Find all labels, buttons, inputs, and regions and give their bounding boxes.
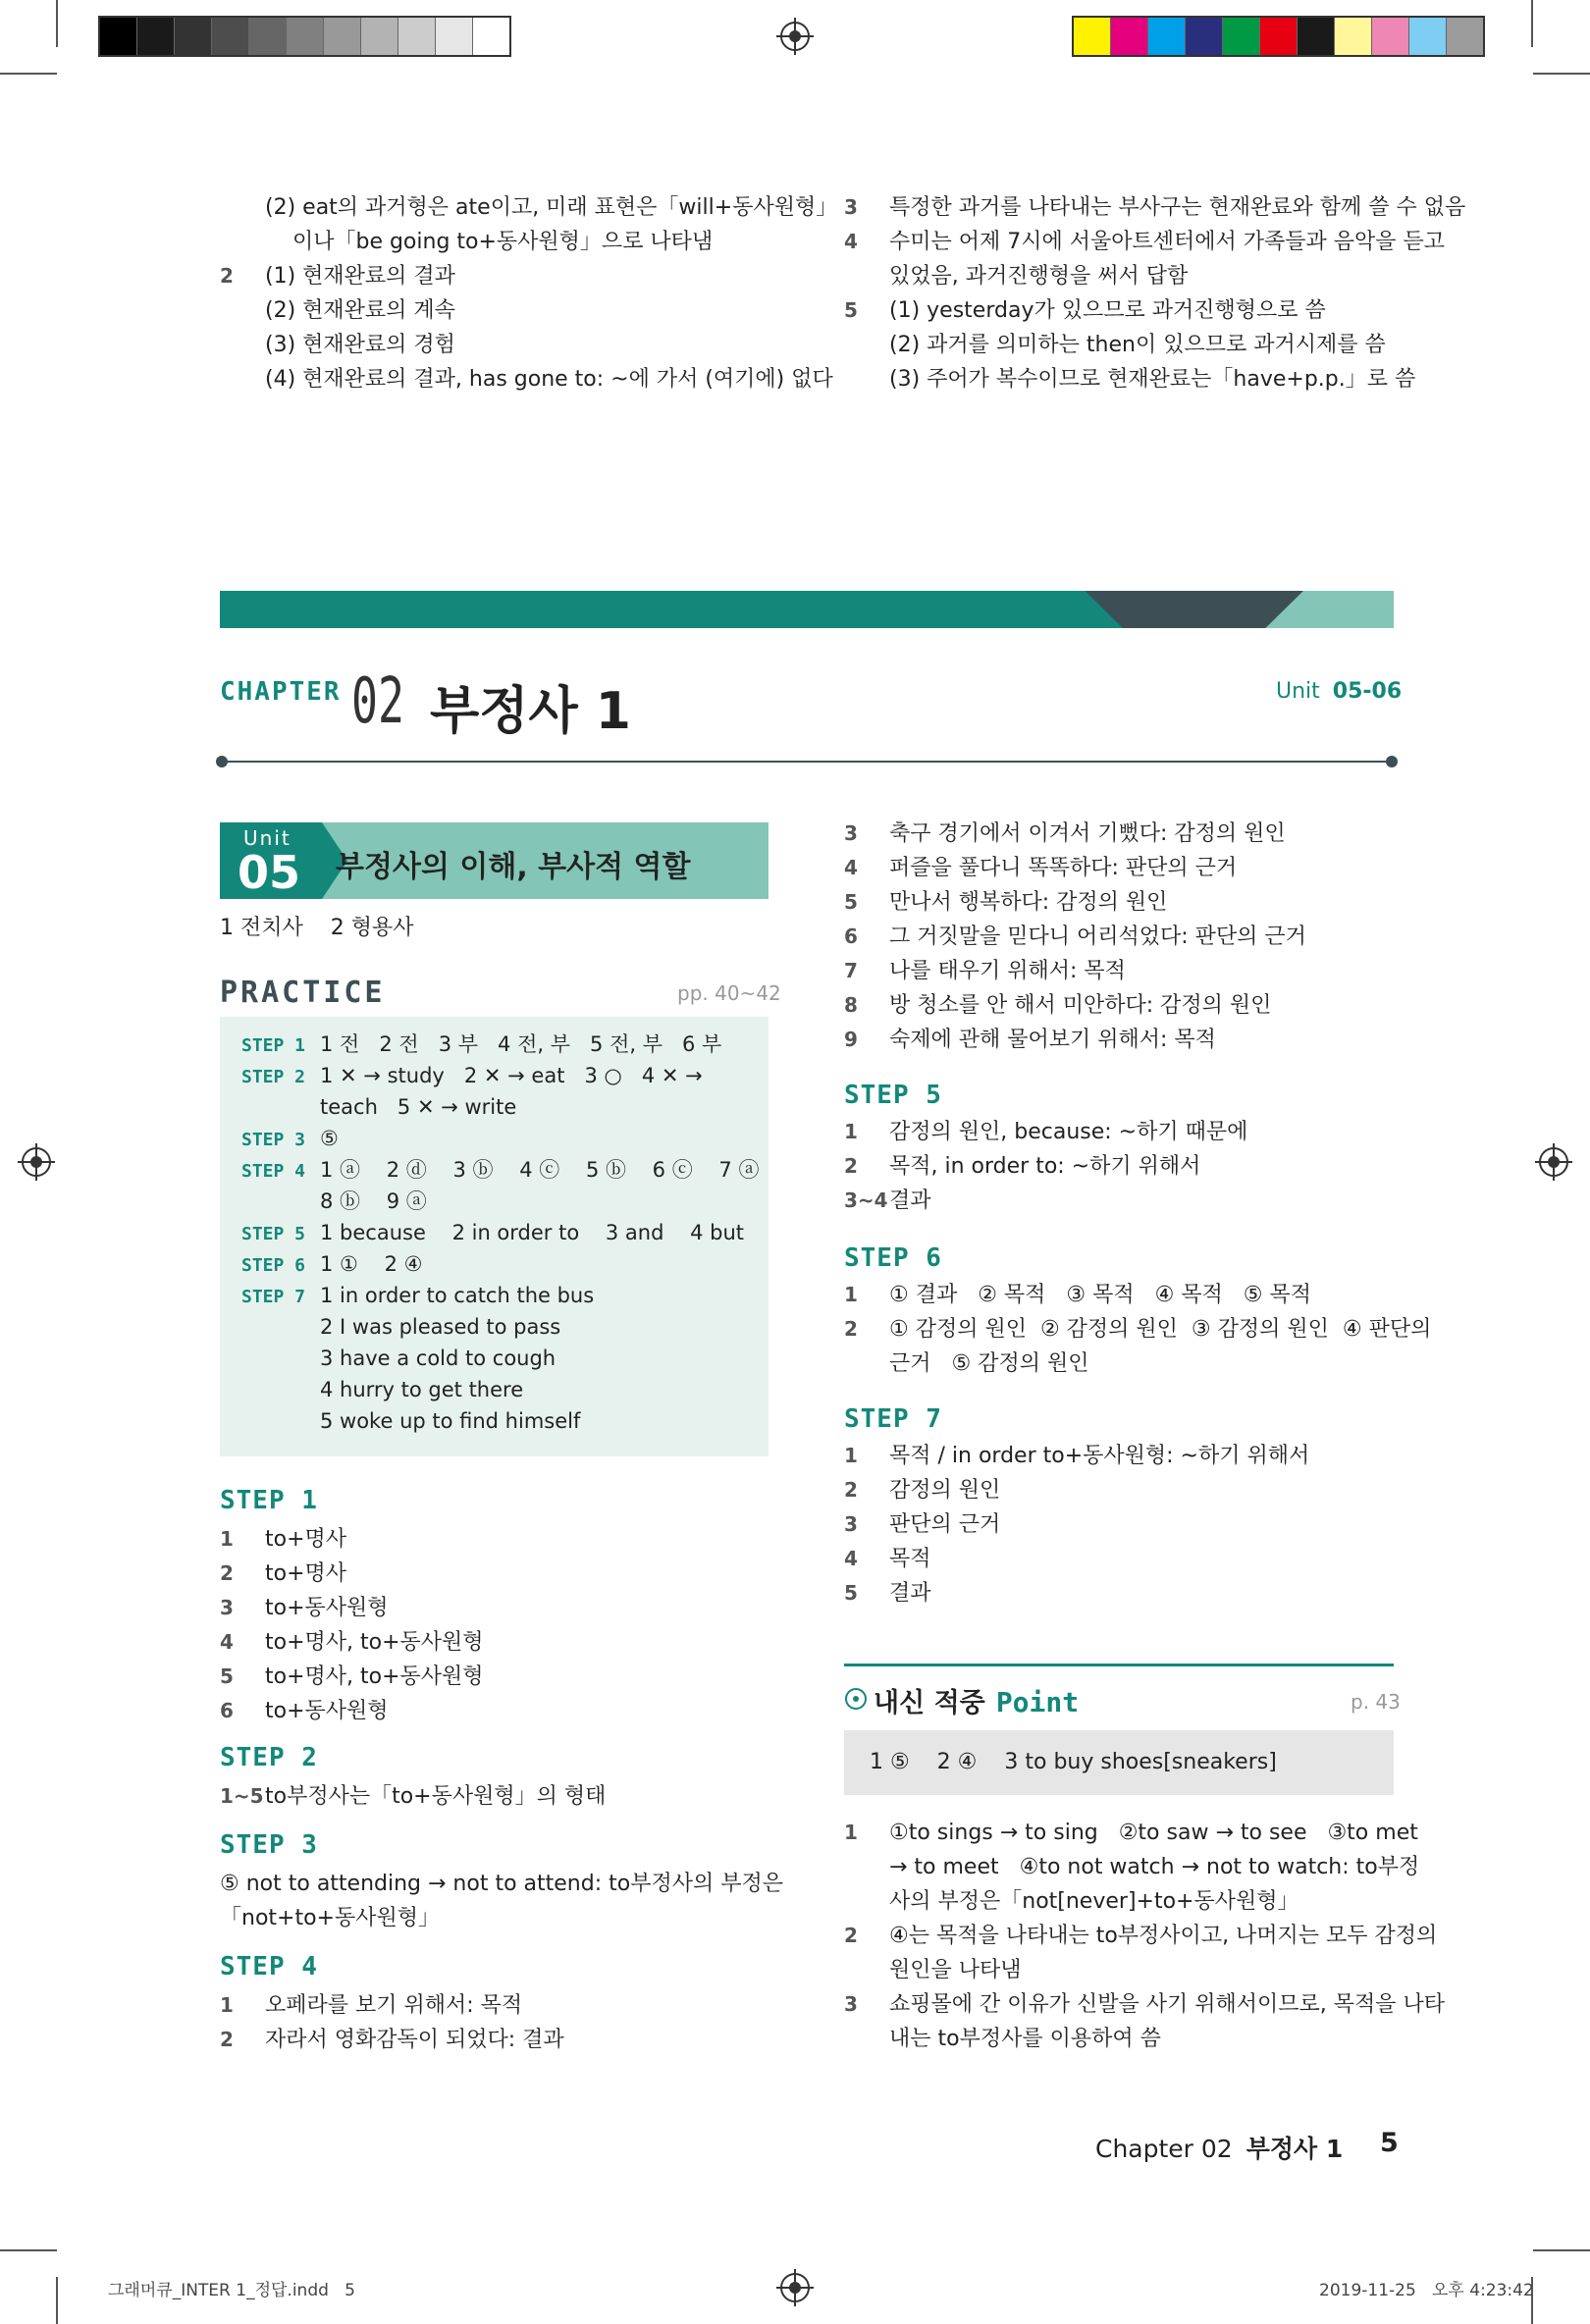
item-text: (2) eat의 과거형은 ate이고, 미래 표현은「will+동사원형」 xyxy=(265,195,838,220)
item-text: 목적 xyxy=(889,1547,931,1571)
top-right-answers xyxy=(844,190,1466,396)
right-step6-list xyxy=(844,1278,1431,1381)
item-text: 만나서 행복하다: 감정의 원인 xyxy=(889,890,1168,915)
item-number: 2 xyxy=(844,1317,858,1341)
practice-pages: pp. 40~42 xyxy=(677,981,781,1005)
divider-dot-right xyxy=(1386,756,1398,767)
target-icon xyxy=(845,1688,867,1710)
practice-answer-text: teach 5 ✕ → write xyxy=(320,1095,517,1119)
item-number: 1~5 xyxy=(220,1784,264,1808)
left-step4-title: STEP 4 xyxy=(220,1952,318,1981)
list-item xyxy=(844,293,1404,328)
footer-chapter: Chapter 02 부정사 1 xyxy=(1095,2135,1344,2163)
item-text: 판단의 근거 xyxy=(889,1512,1001,1537)
item-number: 2 xyxy=(220,2028,234,2051)
practice-answer-box xyxy=(220,1017,768,1456)
point-page: p. 43 xyxy=(1351,1690,1401,1714)
item-text: (2) 현재완료의 계속 xyxy=(265,298,455,323)
item-text: 있었음, 과거진행형을 써서 답함 xyxy=(889,264,1189,289)
item-text: 퍼즐을 풀다니 똑똑하다: 판단의 근거 xyxy=(889,856,1238,880)
practice-answer-text: 3 have a cold to cough xyxy=(320,1347,556,1370)
left-step1-list xyxy=(220,1522,484,1728)
page-number: 5 xyxy=(1380,2128,1399,2158)
practice-line xyxy=(241,1123,339,1156)
color-swatch xyxy=(1111,18,1148,55)
color-swatch xyxy=(175,18,212,55)
practice-line xyxy=(241,1405,580,1437)
list-item xyxy=(220,1988,564,2023)
item-number: 3 xyxy=(220,1596,234,1619)
unit-number: 05 xyxy=(238,846,301,899)
practice-answer-text: 1 in order to catch the bus xyxy=(320,1284,595,1307)
color-swatch xyxy=(1335,18,1372,55)
list-item xyxy=(844,1184,1247,1218)
slug-date: 2019-11-25 오후 4:23:42 xyxy=(1319,2281,1534,2300)
practice-answer-text: 5 woke up to find himself xyxy=(320,1409,581,1433)
color-swatch xyxy=(1223,18,1260,55)
registration-mark-right xyxy=(1539,1147,1568,1177)
item-number: 5 xyxy=(844,298,858,322)
list-item xyxy=(844,1278,1431,1312)
right-step5-title: STEP 5 xyxy=(844,1081,942,1110)
registration-mark-bottom xyxy=(780,2273,810,2302)
crop-mark xyxy=(0,73,57,75)
item-text: ① 결과 ② 목적 ③ 목적 ④ 목적 ⑤ 목적 xyxy=(889,1283,1312,1307)
crop-mark xyxy=(1533,73,1590,75)
item-text: (4) 현재완료의 결과, has gone to: ~에 가서 (여기에) 없다 xyxy=(265,367,833,392)
item-number: 1 xyxy=(844,1283,858,1306)
item-text: to+명사, to+동사원형 xyxy=(265,1664,484,1689)
item-text: (3) 현재완료의 경험 xyxy=(265,333,455,357)
chapter-label: CHAPTER xyxy=(220,677,342,707)
item-text: 감정의 원인, because: ~하기 때문에 xyxy=(889,1120,1248,1144)
crop-mark xyxy=(0,2249,57,2251)
item-text: 자라서 영화감독이 되었다: 결과 xyxy=(265,2028,564,2052)
color-swatch xyxy=(1298,18,1335,55)
list-item xyxy=(844,988,1306,1023)
practice-answer-text: ⑤ xyxy=(320,1127,339,1150)
left-step1-title: STEP 1 xyxy=(220,1486,318,1515)
item-number: 2 xyxy=(844,1154,858,1178)
item-text: ④는 목적을 나타내는 to부정사이고, 나머지는 모두 감정의 xyxy=(889,1924,1438,1948)
item-number: 9 xyxy=(844,1028,858,1051)
right-top-list xyxy=(844,817,1306,1057)
practice-line xyxy=(241,1029,721,1062)
right-step6-title: STEP 6 xyxy=(844,1243,942,1273)
item-number: 4 xyxy=(844,856,858,879)
color-swatch xyxy=(287,18,324,55)
unit-header xyxy=(220,822,768,899)
point-title: 내신 적중 Point xyxy=(874,1686,1080,1718)
practice-step-label: STEP 3 xyxy=(241,1130,306,1150)
item-number: 2 xyxy=(220,264,234,288)
top-left-answers xyxy=(220,190,838,396)
item-text: 근거 ⑤ 감정의 원인 xyxy=(889,1351,1089,1376)
color-swatch xyxy=(1447,18,1483,55)
crop-mark xyxy=(56,2277,58,2324)
item-text: (1) 현재완료의 결과 xyxy=(265,264,455,289)
item-text: 감정의 원인 xyxy=(889,1478,1001,1503)
practice-answer-text: 8 ⓑ 9 ⓐ xyxy=(320,1189,427,1213)
step3-line: 「not+to+동사원형」 xyxy=(220,1906,440,1930)
item-text: to+명사, to+동사원형 xyxy=(265,1630,484,1655)
list-item xyxy=(844,851,1306,885)
list-item xyxy=(220,1660,484,1694)
color-swatch xyxy=(1074,18,1111,55)
item-number: 3 xyxy=(844,1512,858,1536)
item-number: 6 xyxy=(220,1699,234,1722)
left-step2-title: STEP 2 xyxy=(220,1743,318,1772)
list-item xyxy=(844,1542,1309,1576)
item-text: 숙제에 관해 물어보기 위해서: 목적 xyxy=(889,1028,1216,1052)
list-item xyxy=(844,1953,1445,1987)
item-number: 3 xyxy=(844,1992,858,2016)
list-item xyxy=(844,1884,1445,1919)
item-number: 1 xyxy=(220,1993,234,2017)
item-number: 8 xyxy=(844,993,858,1017)
list-item xyxy=(844,259,1404,293)
list-item xyxy=(220,190,838,225)
practice-answer-text: 1 전 2 전 3 부 4 전, 부 5 전, 부 6 부 xyxy=(320,1032,722,1056)
item-text: 축구 경기에서 이겨서 기뻤다: 감정의 원인 xyxy=(889,821,1286,846)
color-swatch xyxy=(436,18,473,55)
item-number: 4 xyxy=(844,1547,858,1570)
list-item xyxy=(844,2022,1445,2056)
list-item xyxy=(220,328,779,362)
item-text: 결과 xyxy=(889,1581,931,1606)
item-text: 목적, in order to: ~하기 위해서 xyxy=(889,1154,1201,1179)
practice-line xyxy=(241,1280,594,1313)
unit-label: Unit xyxy=(243,826,292,850)
list-item xyxy=(844,817,1306,851)
practice-line xyxy=(241,1186,427,1217)
chapter-banner xyxy=(220,591,1394,628)
registration-mark-top xyxy=(780,22,810,51)
point-answer: 1 ⑤ 2 ④ 3 to buy shoes[sneakers] xyxy=(870,1750,1277,1774)
item-text: (1) yesterday가 있으므로 과거진행형으로 씀 xyxy=(889,298,1326,323)
slug-file: 그래머큐_INTER 1_정답.indd 5 xyxy=(108,2281,355,2300)
item-text: 그 거짓말을 믿다니 어리석었다: 판단의 근거 xyxy=(889,924,1306,949)
crop-mark xyxy=(1533,2249,1590,2251)
practice-title: PRACTICE xyxy=(220,976,386,1010)
item-text: 이나「be going to+동사원형」으로 나타냄 xyxy=(265,230,714,254)
color-swatch xyxy=(1148,18,1186,55)
list-item xyxy=(844,1507,1309,1542)
item-text: (3) 주어가 복수이므로 현재완료는「have+p.p.」로 씀 xyxy=(889,367,1416,392)
color-swatch xyxy=(398,18,436,55)
item-number: 4 xyxy=(220,1630,234,1654)
color-swatch-strip xyxy=(1072,16,1485,57)
item-text: to+명사 xyxy=(265,1527,347,1552)
list-item xyxy=(844,362,1416,396)
unit-answer: 1 전치사 2 형용사 xyxy=(220,916,414,940)
item-text: to+동사원형 xyxy=(265,1596,389,1620)
chapter-title: 부정사 1 xyxy=(430,682,631,741)
practice-answer-text: 2 I was pleased to pass xyxy=(320,1315,561,1339)
registration-mark-left xyxy=(22,1147,51,1177)
right-step7-list xyxy=(844,1439,1309,1611)
crop-mark xyxy=(56,0,58,47)
list-item xyxy=(844,1816,1445,1850)
point-answer-box xyxy=(844,1730,1394,1795)
item-number: 1 xyxy=(220,1527,234,1551)
item-number: 3~4 xyxy=(844,1188,888,1212)
item-text: 오페라를 보기 위해서: 목적 xyxy=(265,1993,523,2018)
practice-step-label: STEP 5 xyxy=(241,1224,306,1244)
point-explanations xyxy=(844,1816,1445,2056)
practice-answer-text: 1 ✕ → study 2 ✕ → eat 3 ○ 4 ✕ → xyxy=(320,1064,703,1087)
color-swatch xyxy=(137,18,175,55)
list-item xyxy=(844,920,1306,954)
practice-answer-text: 1 because 2 in order to 3 and 4 but xyxy=(320,1221,745,1244)
point-divider xyxy=(844,1664,1394,1666)
item-number: 2 xyxy=(220,1561,234,1585)
item-text: ①to sings → to sing ②to saw → to see ③to met xyxy=(889,1821,1418,1845)
item-text: 내는 to부정사를 이용하여 씀 xyxy=(889,2027,1161,2051)
list-item xyxy=(844,1149,1247,1184)
practice-step-label: STEP 4 xyxy=(241,1161,306,1182)
list-item xyxy=(220,293,779,328)
list-item xyxy=(220,1779,606,1814)
color-swatch xyxy=(249,18,287,55)
unit-title: 부정사의 이해, 부사적 역할 xyxy=(336,850,691,884)
list-item xyxy=(844,1115,1247,1149)
list-item xyxy=(844,1439,1309,1473)
practice-step-label: STEP 2 xyxy=(241,1067,306,1087)
item-number: 5 xyxy=(844,890,858,914)
color-swatch xyxy=(1372,18,1409,55)
color-swatch xyxy=(212,18,249,55)
list-item xyxy=(220,225,779,259)
list-item xyxy=(844,1919,1445,1953)
practice-line xyxy=(241,1154,759,1188)
item-text: ① 감정의 원인 ② 감정의 원인 ③ 감정의 원인 ④ 판단의 xyxy=(889,1317,1432,1342)
practice-answer-text: 1 ⓐ 2 ⓓ 3 ⓑ 4 ⓒ 5 ⓑ 6 ⓒ 7 ⓐ xyxy=(320,1158,760,1182)
color-swatch xyxy=(361,18,398,55)
item-number: 2 xyxy=(844,1478,858,1502)
practice-step-label: STEP 7 xyxy=(241,1287,306,1307)
list-item xyxy=(844,1473,1309,1507)
practice-answer-text: 1 ① 2 ④ xyxy=(320,1252,423,1276)
list-item xyxy=(220,259,779,293)
item-text: 목적 / in order to+동사원형: ~하기 위해서 xyxy=(889,1444,1310,1468)
item-number: 4 xyxy=(844,230,858,253)
list-item xyxy=(220,2023,564,2057)
list-item xyxy=(844,190,1466,225)
practice-line xyxy=(241,1060,703,1093)
item-text: 방 청소를 안 해서 미안하다: 감정의 원인 xyxy=(889,993,1272,1018)
list-item xyxy=(220,1694,484,1728)
left-step2-list xyxy=(220,1779,606,1814)
list-item xyxy=(844,225,1446,259)
item-number: 1 xyxy=(844,1444,858,1467)
item-text: 수미는 어제 7시에 서울아트센터에서 가족들과 음악을 듣고 xyxy=(889,230,1446,254)
color-swatch xyxy=(100,18,137,55)
item-text: 사의 부정은「not[never]+to+동사원형」 xyxy=(889,1889,1299,1914)
color-swatch xyxy=(473,18,509,55)
practice-line xyxy=(241,1343,556,1374)
list-item xyxy=(844,328,1404,362)
list-item xyxy=(220,1557,484,1591)
practice-step-label: STEP 6 xyxy=(241,1255,306,1276)
practice-line xyxy=(241,1091,516,1123)
list-item xyxy=(220,1522,484,1557)
item-number: 5 xyxy=(220,1664,234,1688)
item-text: 나를 태우기 위해서: 목적 xyxy=(889,959,1126,983)
item-text: 특정한 과거를 나타내는 부사구는 현재완료와 함께 쓸 수 없음 xyxy=(889,195,1466,220)
practice-step-label: STEP 1 xyxy=(241,1035,306,1056)
left-step3-text xyxy=(220,1867,783,1935)
chapter-unit-range: Unit 05-06 xyxy=(1276,679,1403,704)
list-item xyxy=(844,1850,1445,1884)
color-swatch xyxy=(1186,18,1223,55)
item-text: 결과 xyxy=(889,1188,931,1213)
list-item xyxy=(844,1023,1306,1057)
divider-dot-left xyxy=(216,756,228,767)
color-swatch xyxy=(1260,18,1298,55)
color-swatch xyxy=(1409,18,1447,55)
item-text: to+명사 xyxy=(265,1561,347,1586)
item-text: (2) 과거를 의미하는 then이 있으므로 과거시제를 씀 xyxy=(889,333,1386,357)
item-number: 2 xyxy=(844,1924,858,1947)
list-item xyxy=(220,1591,484,1625)
gray-swatch-strip xyxy=(98,16,511,57)
item-text: to+동사원형 xyxy=(265,1699,389,1723)
practice-answer-text: 4 hurry to get there xyxy=(320,1378,524,1401)
practice-line xyxy=(241,1374,523,1405)
item-number: 5 xyxy=(844,1581,858,1605)
item-text: 원인을 나타냄 xyxy=(889,1958,1022,1982)
practice-line xyxy=(241,1217,744,1250)
list-item xyxy=(220,1625,484,1660)
list-item xyxy=(844,1347,1431,1381)
item-number: 7 xyxy=(844,959,858,982)
list-item xyxy=(844,885,1306,920)
chapter-number: 02 xyxy=(351,665,404,738)
item-number: 1 xyxy=(844,1120,858,1143)
item-text: 쇼핑몰에 간 이유가 신발을 사기 위해서이므로, 목적을 나타 xyxy=(889,1992,1445,2017)
item-number: 1 xyxy=(844,1821,858,1844)
step3-line: ⑤ not to attending → not to attend: to부정사의 부정은 xyxy=(220,1872,783,1896)
left-step3-title: STEP 3 xyxy=(220,1830,318,1860)
list-item xyxy=(220,362,833,396)
crop-mark xyxy=(1531,0,1533,47)
practice-line xyxy=(241,1311,560,1343)
item-number: 3 xyxy=(844,821,858,845)
practice-line xyxy=(241,1248,422,1282)
left-step4-list xyxy=(220,1988,564,2057)
list-item xyxy=(844,954,1306,988)
item-number: 6 xyxy=(844,924,858,948)
item-text: → to meet ④to not watch → not to watch: to부정 xyxy=(889,1855,1420,1879)
item-text: to부정사는「to+동사원형」의 형태 xyxy=(265,1784,607,1809)
chapter-divider xyxy=(222,761,1392,763)
list-item xyxy=(844,1576,1309,1611)
list-item xyxy=(844,1312,1431,1347)
item-number: 3 xyxy=(844,195,858,219)
right-step7-title: STEP 7 xyxy=(844,1404,942,1434)
color-swatch xyxy=(324,18,361,55)
right-step5-list xyxy=(844,1115,1247,1218)
list-item xyxy=(844,1987,1445,2022)
